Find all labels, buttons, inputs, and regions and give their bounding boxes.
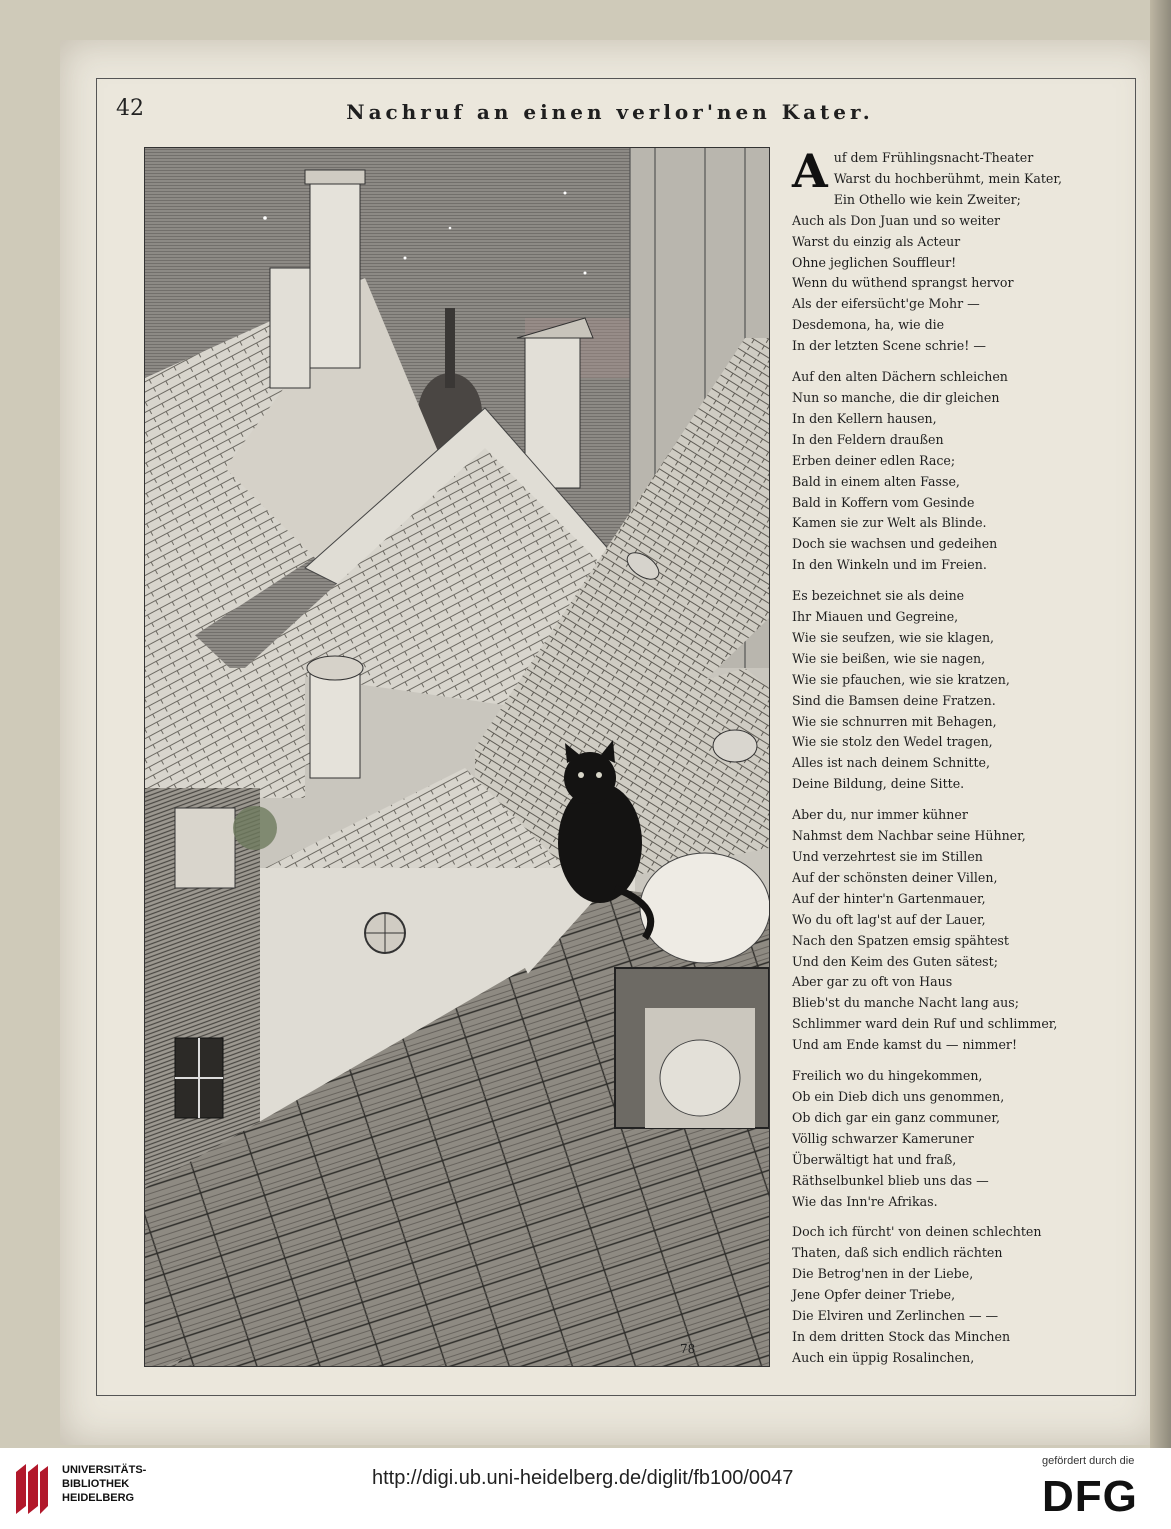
poem-stanza-2 xyxy=(792,367,1122,576)
poem-line: Wie sie pfauchen, wie sie kratzen, xyxy=(792,671,1010,687)
poem-line: Doch sie wachsen und gedeihen xyxy=(792,536,998,552)
poem-line: Räthselbunkel blieb uns das — xyxy=(792,1172,989,1188)
poem-line: Bald in Koffern vom Gesinde xyxy=(792,494,975,510)
page-number: 42 xyxy=(116,96,144,121)
poem-line: Die Betrog'nen in der Liebe, xyxy=(792,1266,974,1282)
poem-line: Wie sie beißen, wie sie nagen, xyxy=(792,650,986,666)
poem-line: Wie sie schnurren mit Behagen, xyxy=(792,713,997,729)
poem-line: Freilich wo du hingekommen, xyxy=(792,1068,983,1084)
poem-line: Jene Opfer deiner Triebe, xyxy=(792,1287,956,1303)
page-title: Nachruf an einen verlor'nen Kater. xyxy=(346,100,874,124)
library-logo-icon[interactable] xyxy=(12,1458,52,1518)
poem-line: Nun so manche, die dir gleichen xyxy=(792,389,1000,405)
dfg-logo[interactable]: DFG xyxy=(1042,1472,1138,1521)
poem-line: Auch ein üppig Rosalinchen, xyxy=(792,1349,975,1365)
poem-line: Wie sie stolz den Wedel tragen, xyxy=(792,734,993,750)
poem-line: Nahmst dem Nachbar seine Hühner, xyxy=(792,828,1026,844)
library-name-line: HEIDELBERG xyxy=(62,1492,135,1504)
library-name-line: BIBLIOTHEK xyxy=(62,1478,130,1490)
book-edge xyxy=(1150,0,1171,1448)
poem-line: Ob ein Dieb dich uns genommen, xyxy=(792,1088,1005,1104)
poem-line: Und den Keim des Guten sätest; xyxy=(792,953,998,969)
poem-line: Ihr Miauen und Gegreine, xyxy=(792,609,959,625)
funding-label: gefördert durch die xyxy=(1042,1455,1135,1467)
poem-line: Thaten, daß sich endlich rächten xyxy=(792,1245,1003,1261)
poem-line: Erben deiner edlen Race; xyxy=(792,452,956,468)
poem-line: In der letzten Scene schrie! — xyxy=(792,338,986,354)
poem-line: In dem dritten Stock das Minchen xyxy=(792,1328,1011,1344)
poem-line: Schlimmer ward dein Ruf und schlimmer, xyxy=(792,1016,1058,1032)
svg-text:78: 78 xyxy=(680,1342,696,1356)
poem-line: Sind die Bamsen deine Fratzen. xyxy=(792,692,996,708)
poem-stanza-5 xyxy=(792,1066,1122,1212)
poem-line: Aber gar zu oft von Haus xyxy=(792,974,953,990)
poem-line: Alles ist nach deinem Schnitte, xyxy=(792,755,990,771)
poem-line: Ob dich gar ein ganz communer, xyxy=(792,1109,1000,1125)
library-name-line: UNIVERSITÄTS- xyxy=(62,1464,147,1476)
poem-line: Völlig schwarzer Kameruner xyxy=(792,1130,974,1146)
poem-line: Und am Ende kamst du — nimmer! xyxy=(792,1037,1018,1053)
poem-line: Als der eifersücht'ge Mohr — xyxy=(792,296,980,312)
poem-line: Blieb'st du manche Nacht lang aus; xyxy=(792,995,1019,1011)
poem-line: Wo du oft lag'st auf der Lauer, xyxy=(792,911,986,927)
poem-stanza-4 xyxy=(792,805,1122,1056)
poem-line: In den Winkeln und im Freien. xyxy=(792,557,987,573)
poem-line: In den Kellern hausen, xyxy=(792,410,937,426)
poem-line: uf dem Frühlingsnacht-Theater xyxy=(833,150,1034,165)
poem-line: Es bezeichnet sie als deine xyxy=(792,588,965,604)
permalink-url[interactable]: http://digi.ub.uni-heidelberg.de/diglit/fb100/0047 xyxy=(372,1467,794,1489)
poem-line: Wie sie seufzen, wie sie klagen, xyxy=(792,629,995,645)
poem-line: Auf der schönsten deiner Villen, xyxy=(792,869,998,885)
poem-line: Und verzehrtest sie im Stillen xyxy=(792,849,983,864)
poem-line: Wie das Inn're Afrikas. xyxy=(792,1193,938,1209)
poem-line: Bald in einem alten Fasse, xyxy=(792,473,960,489)
poem-line: Wenn du wüthend sprangst hervor xyxy=(792,275,1014,291)
poem-column xyxy=(792,144,1122,1379)
poem-line: Auf den alten Dächern schleichen xyxy=(792,369,1008,385)
poem-line: Die Elviren und Zerlinchen — — xyxy=(792,1308,999,1324)
poem-line: Ein Othello wie kein Zweiter; xyxy=(833,191,1021,207)
poem-line: Deine Bildung, deine Sitte. xyxy=(792,776,965,792)
poem-line: Warst du hochberühmt, mein Kater, xyxy=(833,170,1063,186)
poem-line: In den Feldern draußen xyxy=(792,431,944,447)
poem-line: Warst du einzig als Acteur xyxy=(792,233,961,249)
poem-line: Nach den Spatzen emsig spähtest xyxy=(792,932,1009,948)
rooftop-cat-illustration xyxy=(144,147,770,1367)
poem-line: Auf der hinter'n Gartenmauer, xyxy=(792,890,986,906)
poem-stanza-6 xyxy=(792,1222,1122,1368)
library-name[interactable] xyxy=(62,1463,146,1505)
poem-line: Kamen sie zur Welt als Blinde. xyxy=(792,515,987,531)
poem-line: Überwältigt hat und fraß, xyxy=(792,1151,957,1167)
poem-line: Aber du, nur immer kühner xyxy=(792,807,968,823)
poem-stanza-3 xyxy=(792,586,1122,795)
poem-stanza-1 xyxy=(792,144,1122,357)
poem-line: Doch ich fürcht' von deinen schlechten xyxy=(792,1224,1042,1240)
drop-cap: A xyxy=(792,144,828,198)
poem-line: Desdemona, ha, wie die xyxy=(792,317,945,333)
poem-line: Ohne jeglichen Souffleur! xyxy=(792,254,957,270)
poem-line: Auch als Don Juan und so weiter xyxy=(792,212,1001,228)
